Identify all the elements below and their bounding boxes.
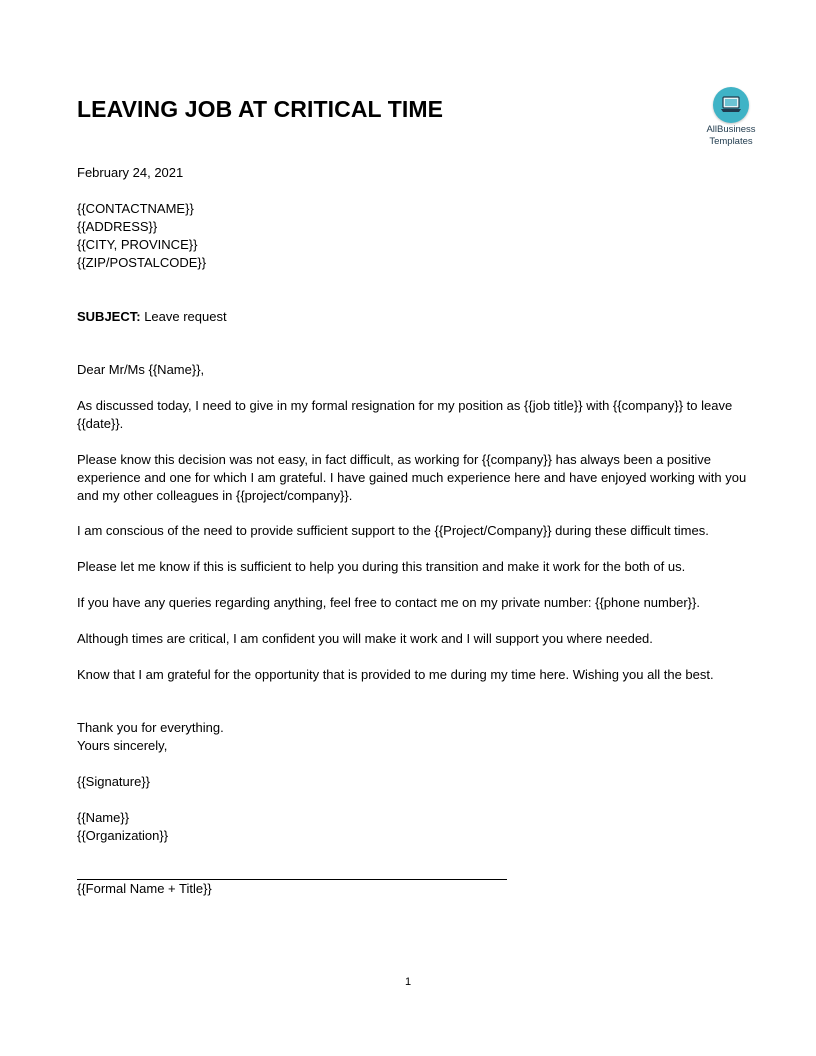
laptop-icon xyxy=(713,87,749,123)
logo-text-line-2: Templates xyxy=(709,136,753,147)
salutation: Dear Mr/Ms {{Name}}, xyxy=(77,362,205,377)
sender-organization: {{Organization}} xyxy=(77,828,169,843)
letter-date: February 24, 2021 xyxy=(77,165,184,180)
address-line: {{CONTACTNAME}} xyxy=(77,201,194,216)
page-number: 1 xyxy=(404,976,412,988)
sender-name: {{Name}} xyxy=(77,810,130,825)
formal-name-title: {{Formal Name + Title}} xyxy=(77,881,212,896)
body-paragraph: I am conscious of the need to provide sufficient support to the {{Project/Company}} during these difficult times. xyxy=(77,523,709,538)
body-paragraph: Know that I am grateful for the opportunity that is provided to me during my time here. Wishing you all the best. xyxy=(77,667,714,682)
body-paragraph: Although times are critical, I am confident you will make it work and I will support you where needed. xyxy=(77,631,653,646)
closing-sincerely: Yours sincerely, xyxy=(77,738,168,753)
recipient-address xyxy=(77,200,206,272)
address-line: {{CITY, PROVINCE}} xyxy=(77,237,198,252)
closing-thanks: Thank you for everything. xyxy=(77,720,224,735)
document-title: LEAVING JOB AT CRITICAL TIME xyxy=(77,96,444,122)
address-line: {{ADDRESS}} xyxy=(77,219,158,234)
body-paragraph: Please know this decision was not easy, in fact difficult, as working for {{company}} has always been a positive experience and one for which I am grateful. I have gained much experience here and have enjoyed working with you and my other colleagues in {{project/company}}. xyxy=(77,452,747,503)
body-paragraph: Please let me know if this is sufficient to help you during this transition and make it work for the both of us. xyxy=(77,559,686,574)
signature-placeholder: {{Signature}} xyxy=(77,774,151,789)
subject-text: Leave request xyxy=(140,309,227,324)
body-paragraph: As discussed today, I need to give in my formal resignation for my position as {{job title}} with {{company}} to leave {{date}}. xyxy=(77,398,733,431)
address-line: {{ZIP/POSTALCODE}} xyxy=(77,255,207,270)
subject-label: SUBJECT: xyxy=(77,309,141,324)
subject-line xyxy=(77,308,747,326)
logo-text-line-1: AllBusiness xyxy=(706,124,756,135)
allbusiness-templates-logo xyxy=(700,87,762,147)
body-paragraph: If you have any queries regarding anything, feel free to contact me on my private number: {{phone number}}. xyxy=(77,595,700,610)
